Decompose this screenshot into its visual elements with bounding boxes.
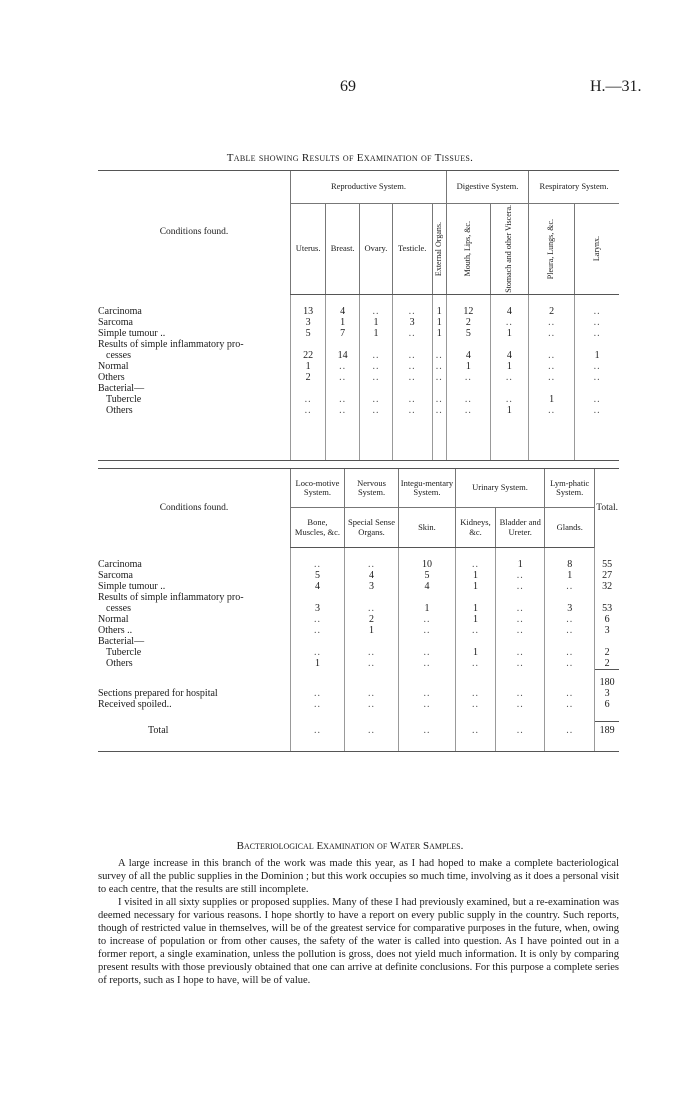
t2-cell: ..: [344, 603, 398, 614]
t1-cell: ..: [432, 361, 446, 372]
t1-cell: 4: [490, 306, 528, 317]
t1-cell: ..: [446, 394, 490, 405]
t2-row-label: Simple tumour ..: [98, 581, 166, 592]
col-bone: Bone, Muscles, &c.: [291, 508, 345, 548]
col-glands: Glands.: [545, 508, 595, 548]
t1-cell: [432, 383, 446, 394]
t1-cell: 1: [291, 361, 326, 372]
t1-cell: 3: [392, 317, 432, 328]
col-ovary: Ovary.: [360, 204, 393, 295]
col-testicle: Testicle.: [392, 204, 432, 295]
t2-cell: ..: [344, 658, 398, 670]
t2-cell: 1: [455, 603, 495, 614]
table-row: [98, 559, 619, 570]
t1-cell: 12: [446, 306, 490, 317]
t2-cell: ..: [545, 658, 595, 670]
t1-cell: ..: [446, 372, 490, 383]
t2-cell: ..: [496, 647, 545, 658]
t2-cell: ..: [291, 688, 345, 699]
t1-row-label: cesses: [106, 349, 131, 361]
t1-cell: 14: [326, 350, 360, 361]
col-pleura: Pleura, Lungs, &c.: [546, 218, 556, 279]
t2-cell: ..: [344, 688, 398, 699]
t1-cell: [446, 339, 490, 350]
col-larynx: Larynx.: [591, 236, 601, 262]
t2-cell: ..: [455, 559, 495, 570]
t2-cell: 1: [455, 581, 495, 592]
t2-cell: 2: [595, 647, 619, 658]
table-row: [98, 570, 619, 581]
table-row: [98, 658, 619, 670]
t2-row-label: Tubercle: [106, 647, 142, 658]
t2-cell: [595, 636, 619, 647]
t2-cell: 1: [455, 647, 495, 658]
t1-cell: 4: [326, 306, 360, 317]
t1-cell: [529, 339, 575, 350]
col-external-organs: External Organs.: [434, 221, 444, 276]
t2-cell: ..: [545, 688, 595, 699]
t1-cell: ..: [432, 405, 446, 416]
col-skin: Skin.: [399, 508, 456, 548]
t2-cell: ..: [545, 647, 595, 658]
t2-extra-label: Received spoiled..: [98, 698, 172, 710]
t1-cell: [446, 383, 490, 394]
t2-cell: [344, 592, 398, 603]
t1-row-label: Results of simple inflammatory pro-: [98, 338, 244, 350]
paragraph-2: I visited in all sixty supplies or proposed supplies. Many of these I had previously examined, but a re-examination was deemed necessary for various reasons. I hope shortly to have a report on every public supply in the country. Such reports, though of restricted value in themselves, will be of the greatest service for comparative purposes in the future, when, owing to increase of population or from other causes, the safety of the water is called into question. As I have pointed out in a former report, a single examination, unless the pollution is gross, does not yield much information. It is only by comparing present results with those previously obtained that one can arrive at definite conclusions. For this purpose a complete series of reports, such as I hope to have, will be of value.: [98, 897, 619, 986]
t2-cell: 2: [595, 658, 619, 670]
t2-cell: ..: [496, 688, 545, 699]
t2-cell: [455, 592, 495, 603]
t2-cell: ..: [545, 699, 595, 710]
t2-cell: ..: [545, 581, 595, 592]
t2-extra-label: Sections prepared for hospital: [98, 687, 218, 699]
paragraph-1: A large increase in this branch of the work was made this year, as I had hoped to make a complete bacteriological survey of all the public supplies in the Dominion ; but this work occupies so much time, involving as it does a personal visit to each centre, that the results are still incomplete.: [98, 858, 619, 895]
t2-cell: 6: [595, 699, 619, 710]
t1-row-label: Simple tumour ..: [98, 327, 166, 339]
total-row: [98, 721, 619, 739]
t2-total-cell: ..: [399, 721, 456, 739]
t1-cell: 5: [446, 328, 490, 339]
t1-cell: ..: [432, 372, 446, 383]
t1-cell: ..: [529, 372, 575, 383]
t2-cell: 8: [545, 559, 595, 570]
t1-cell: 1: [360, 317, 393, 328]
t2-cell: 1: [455, 570, 495, 581]
group-integumentary: Integu-mentary System.: [399, 469, 456, 508]
t1-cell: 1: [490, 361, 528, 372]
t1-cell: ..: [529, 405, 575, 416]
t1-cell: 1: [490, 328, 528, 339]
t1-cell: 3: [291, 317, 326, 328]
t1-row-label: Tubercle: [106, 393, 142, 405]
t2-cell: ..: [291, 699, 345, 710]
t2-cell: 27: [595, 570, 619, 581]
t1-cell: ..: [326, 361, 360, 372]
t2-total-cell: 189: [595, 721, 619, 739]
t2-cell: 6: [595, 614, 619, 625]
t1-cell: ..: [575, 361, 619, 372]
group-reproductive: Reproductive System.: [291, 171, 447, 204]
t2-cell: [344, 636, 398, 647]
t2-cell: [399, 636, 456, 647]
t2-total-cell: ..: [344, 721, 398, 739]
table-row: [98, 688, 619, 699]
table-row: [98, 394, 619, 405]
table-row: [98, 306, 619, 317]
t1-row-label: Sarcoma: [98, 316, 133, 328]
t1-cell: [490, 383, 528, 394]
t1-cell: [360, 339, 393, 350]
t2-cell: [595, 592, 619, 603]
t2-cell: [291, 592, 345, 603]
t1-cell: ..: [360, 350, 393, 361]
group-nervous: Nervous System.: [344, 469, 398, 508]
group-respiratory: Respiratory System.: [529, 171, 619, 204]
t1-cell: ..: [529, 350, 575, 361]
t2-cell: ..: [545, 614, 595, 625]
t1-cell: 1: [360, 328, 393, 339]
t2-cell: 1: [291, 658, 345, 670]
t2-cell: 10: [399, 559, 456, 570]
t2-row-label: cesses: [106, 603, 131, 614]
group-locomotive: Loco-motive System.: [291, 469, 345, 508]
t1-cell: ..: [326, 372, 360, 383]
t2-row-label: Bacterial—: [98, 636, 145, 647]
t2-row-label: Carcinoma: [98, 559, 142, 570]
t2-cell: 32: [595, 581, 619, 592]
t2-cell: ..: [496, 699, 545, 710]
t2-cell: ..: [399, 699, 456, 710]
t2-cell: 5: [399, 570, 456, 581]
t1-cell: ..: [360, 405, 393, 416]
t1-cell: ..: [392, 328, 432, 339]
t2-cell: 3: [291, 603, 345, 614]
t2-cell: [455, 636, 495, 647]
t1-cell: [291, 339, 326, 350]
t1-row-label: Others: [106, 404, 133, 416]
t1-cell: ..: [392, 361, 432, 372]
t1-cell: ..: [529, 317, 575, 328]
col-total: Total.: [595, 469, 619, 548]
t1-cell: ..: [490, 394, 528, 405]
table-row: [98, 603, 619, 614]
t2-cell: ..: [344, 647, 398, 658]
table-row: [98, 328, 619, 339]
t1-cell: ..: [446, 405, 490, 416]
t1-cell: 4: [446, 350, 490, 361]
t1-cell: 1: [432, 328, 446, 339]
t2-total-cell: ..: [496, 721, 545, 739]
col-kidneys: Kidneys, &c.: [455, 508, 495, 548]
t1-cell: ..: [360, 306, 393, 317]
t2-row-label: Others ..: [98, 625, 133, 636]
t1-cell: [326, 383, 360, 394]
t1-cell: 7: [326, 328, 360, 339]
t2-cell: ..: [291, 614, 345, 625]
t1-cell: 1: [432, 317, 446, 328]
t1-cell: 5: [291, 328, 326, 339]
section-body: [98, 857, 619, 987]
t1-row-label: Bacterial—: [98, 382, 145, 394]
table-row: [98, 581, 619, 592]
t2-cell: ..: [291, 625, 345, 636]
page-reference: H.—31.: [590, 78, 642, 95]
t2-cell: ..: [399, 688, 456, 699]
t1-cell: ..: [291, 405, 326, 416]
t1-cell: 1: [326, 317, 360, 328]
t2-cell: 1: [344, 625, 398, 636]
t1-cell: ..: [326, 394, 360, 405]
t2-cell: ..: [496, 570, 545, 581]
col-bladder: Bladder and Ureter.: [496, 508, 545, 548]
t1-cell: ..: [432, 350, 446, 361]
t2-cell: 2: [344, 614, 398, 625]
t1-cell: ..: [575, 328, 619, 339]
t1-cell: 2: [446, 317, 490, 328]
t2-cell: [545, 592, 595, 603]
t1-cell: [360, 383, 393, 394]
t1-cell: 1: [490, 405, 528, 416]
t1-cell: [432, 339, 446, 350]
t2-cell: [291, 636, 345, 647]
subtotal-value: 180: [595, 670, 619, 688]
t1-cell: ..: [360, 361, 393, 372]
t1-cell: ..: [490, 372, 528, 383]
t1-cell: [529, 383, 575, 394]
t1-cell: ..: [490, 317, 528, 328]
t1-cell: ..: [326, 405, 360, 416]
t2-cell: 1: [399, 603, 456, 614]
t2-cell: ..: [455, 658, 495, 670]
t2-cell: 3: [545, 603, 595, 614]
t1-row-label: Normal: [98, 360, 129, 372]
page-number: 69: [340, 78, 356, 95]
t1-cell: ..: [529, 361, 575, 372]
t2-cell: ..: [291, 647, 345, 658]
table-row: [98, 372, 619, 383]
t2-cell: ..: [496, 614, 545, 625]
t1-cell: ..: [392, 350, 432, 361]
t2-cell: 5: [291, 570, 345, 581]
t2-cell: 53: [595, 603, 619, 614]
conditions-header-2: Conditions found.: [98, 469, 291, 548]
t1-cell: ..: [392, 372, 432, 383]
col-special-sense: Special Sense Organs.: [344, 508, 398, 548]
table-row: [98, 699, 619, 710]
t2-cell: [496, 592, 545, 603]
t1-cell: 1: [446, 361, 490, 372]
t1-cell: [291, 383, 326, 394]
t2-cell: 3: [595, 688, 619, 699]
t1-cell: ..: [575, 306, 619, 317]
subtotal-row: [98, 670, 619, 688]
t2-cell: ..: [399, 658, 456, 670]
table-row: [98, 361, 619, 372]
t2-row-label: Sarcoma: [98, 570, 133, 581]
t1-cell: ..: [291, 394, 326, 405]
t2-cell: ..: [545, 625, 595, 636]
t2-total-cell: ..: [545, 721, 595, 739]
t2-cell: ..: [344, 559, 398, 570]
col-stomach: Stomach and other Viscera.: [504, 205, 514, 293]
t2-row-label: Others: [106, 658, 133, 670]
t1-cell: ..: [432, 394, 446, 405]
t1-cell: ..: [360, 394, 393, 405]
t1-cell: [575, 383, 619, 394]
table-row: [98, 592, 619, 603]
col-uterus: Uterus.: [291, 204, 326, 295]
t1-cell: ..: [575, 405, 619, 416]
t1-cell: 1: [575, 350, 619, 361]
table-row: [98, 383, 619, 394]
t2-cell: ..: [496, 603, 545, 614]
t2-cell: ..: [399, 614, 456, 625]
section-title: Bacteriological Examination of Water Samples.: [236, 840, 464, 852]
t1-cell: 1: [432, 306, 446, 317]
t2-cell: ..: [344, 699, 398, 710]
t1-cell: ..: [529, 328, 575, 339]
t1-cell: ..: [392, 306, 432, 317]
col-breast: Breast.: [326, 204, 360, 295]
t2-cell: ..: [291, 559, 345, 570]
t2-cell: 55: [595, 559, 619, 570]
t2-cell: ..: [455, 625, 495, 636]
t2-total-cell: ..: [291, 721, 345, 739]
t2-cell: [399, 592, 456, 603]
t2-cell: [496, 636, 545, 647]
t2-cell: ..: [399, 647, 456, 658]
t1-cell: ..: [392, 394, 432, 405]
table1-title: Table showing Results of Examination of Tissues.: [226, 152, 474, 164]
col-mouth: Mouth, Lips, &c.: [463, 221, 473, 277]
t1-cell: [490, 339, 528, 350]
t1-cell: 4: [490, 350, 528, 361]
t2-cell: 1: [496, 559, 545, 570]
t1-cell: ..: [392, 405, 432, 416]
tissue-table-2: [98, 468, 619, 752]
t2-cell: 4: [344, 570, 398, 581]
t1-cell: 2: [529, 306, 575, 317]
t1-cell: ..: [575, 317, 619, 328]
t1-row-label: Others: [98, 371, 125, 383]
t2-cell: 4: [399, 581, 456, 592]
t2-cell: ..: [496, 581, 545, 592]
t1-cell: 13: [291, 306, 326, 317]
t2-cell: ..: [455, 699, 495, 710]
t2-cell: 1: [455, 614, 495, 625]
t2-cell: ..: [496, 625, 545, 636]
conditions-header: Conditions found.: [98, 171, 291, 295]
t1-cell: 2: [291, 372, 326, 383]
table-row: [98, 405, 619, 416]
group-urinary: Urinary System.: [455, 469, 544, 508]
t2-cell: 4: [291, 581, 345, 592]
group-digestive: Digestive System.: [446, 171, 528, 204]
t2-row-label: Results of simple inflammatory pro-: [98, 592, 244, 603]
table-row: [98, 350, 619, 361]
t1-cell: [392, 339, 432, 350]
t1-cell: [575, 339, 619, 350]
t1-cell: 1: [529, 394, 575, 405]
t2-cell: ..: [496, 658, 545, 670]
total-label: Total: [148, 724, 169, 736]
group-lymphatic: Lym-phatic System.: [545, 469, 595, 508]
table-row: [98, 647, 619, 658]
table-row: [98, 625, 619, 636]
t1-cell: [392, 383, 432, 394]
t2-cell: [545, 636, 595, 647]
t1-cell: ..: [575, 372, 619, 383]
t1-row-label: Carcinoma: [98, 305, 142, 317]
table-row: [98, 636, 619, 647]
t1-cell: 22: [291, 350, 326, 361]
t2-total-cell: ..: [455, 721, 495, 739]
t2-cell: 1: [545, 570, 595, 581]
t1-cell: ..: [360, 372, 393, 383]
table-row: [98, 317, 619, 328]
t2-cell: 3: [595, 625, 619, 636]
table-row: [98, 614, 619, 625]
t2-row-label: Normal: [98, 614, 129, 625]
t1-cell: ..: [575, 394, 619, 405]
t2-cell: ..: [455, 688, 495, 699]
tissue-table-1: [98, 170, 619, 461]
t2-cell: 3: [344, 581, 398, 592]
t1-cell: [326, 339, 360, 350]
table-row: [98, 339, 619, 350]
t2-cell: ..: [399, 625, 456, 636]
